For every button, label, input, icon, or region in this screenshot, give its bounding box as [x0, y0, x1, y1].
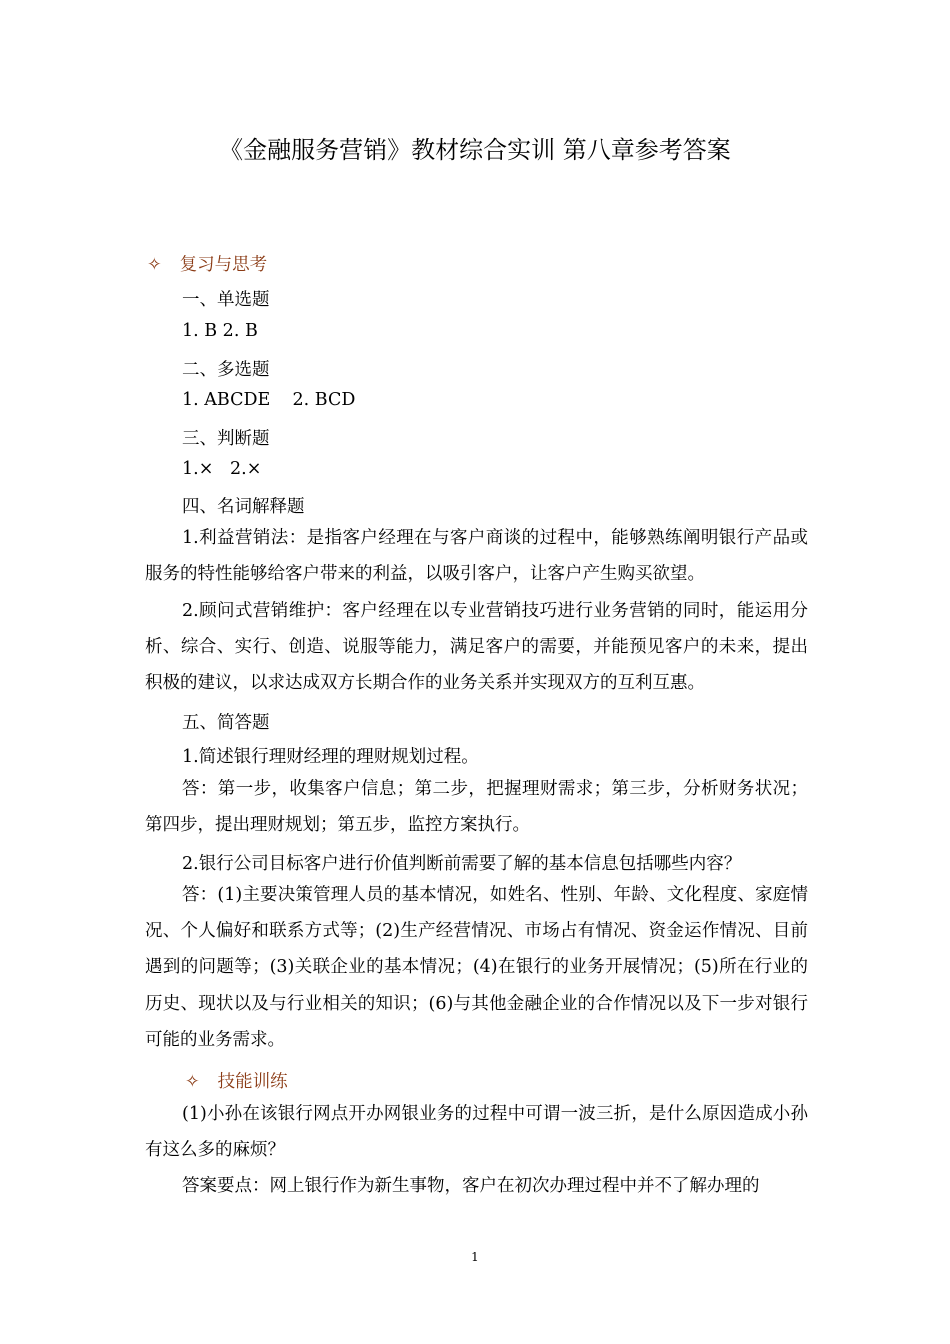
- answer-line: 1. B 2. B: [182, 321, 258, 341]
- diamond-star-icon: ✧: [185, 1072, 200, 1092]
- document-title: 《金融服务营销》教材综合实训 第八章参考答案: [219, 136, 731, 164]
- diamond-star-icon: ✧: [147, 255, 162, 275]
- section-label: 技能训练: [217, 1072, 288, 1092]
- paragraph: 2.顾问式营销维护：客户经理在以专业营销技巧进行业务营销的同时，能运用分析、综合、实行、创造、说服等能力，满足客户的需要，并能预见客户的未来，提出积极的建议，以求达成双方长期合作的业务关系并实现双方的互利互惠。: [145, 601, 808, 694]
- section-heading-review: [147, 251, 267, 276]
- question-group-heading: 二、多选题: [182, 360, 270, 380]
- question-group-heading: 五、简答题: [182, 713, 270, 733]
- answer-line: 1.× 2.×: [182, 459, 262, 479]
- answer-line: 1. ABCDE 2. BCD: [182, 390, 356, 410]
- question-text: 2.银行公司目标客户进行价值判断前需要了解的基本信息包括哪些内容？: [182, 854, 742, 874]
- paragraph: 答：(1)主要决策管理人员的基本情况，如姓名、性别、年龄、文化程度、家庭情况、个人偏好和联系方式等；(2)生产经营情况、市场占有情况、资金运作情况、目前遇到的问题等；(3)关联企业的基本情况；(4)在银行的业务开展情况；(5)所在行业的历史、现状以及与行业相关的知识；(6)与其他金融企业的合作情况以及下一步对银行可能的业务需求。: [145, 885, 808, 1050]
- question-text: 1.简述银行理财经理的理财规划过程。: [182, 747, 479, 767]
- paragraph: (1)小孙在该银行网点开办网银业务的过程中可谓一波三折，是什么原因造成小孙有这么多的麻烦？: [145, 1104, 808, 1161]
- section-label: 复习与思考: [179, 255, 268, 275]
- paragraph: 1.利益营销法：是指客户经理在与客户商谈的过程中，能够熟练阐明银行产品或服务的特性能够给客户带来的利益，以吸引客户，让客户产生购买欲望。: [145, 528, 808, 585]
- question-group-heading: 三、判断题: [182, 429, 270, 449]
- page-number: 1: [471, 1250, 479, 1264]
- paragraph: 答案要点：网上银行作为新生事物，客户在初次办理过程中并不了解办理的: [182, 1176, 760, 1196]
- section-heading-skills: [185, 1068, 288, 1093]
- paragraph: 答：第一步，收集客户信息；第二步，把握理财需求；第三步，分析财务状况；第四步，提出理财规划；第五步，监控方案执行。: [145, 779, 808, 836]
- question-group-heading: 四、名词解释题: [182, 497, 305, 517]
- question-group-heading: 一、单选题: [182, 290, 270, 310]
